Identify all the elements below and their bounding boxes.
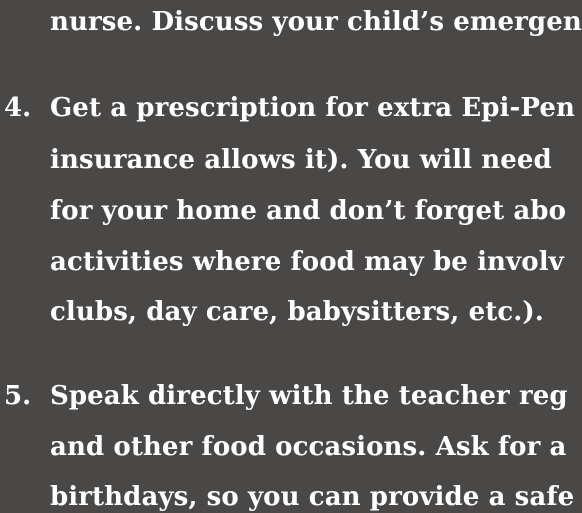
item-4-number: 4. [4, 93, 32, 123]
item-5-line-3: birthdays, so you can provide a safe [50, 482, 575, 512]
item-3-line-1: nurse. Discuss your child’s emergen [50, 7, 582, 37]
item-4-line-1: Get a prescription for extra Epi-Pen [50, 93, 576, 123]
item-5-line-2: and other food occasions. Ask for a [50, 432, 567, 462]
item-5-line-1: Speak directly with the teacher reg [50, 381, 568, 411]
item-4-line-4: activities where food may be involv [50, 247, 564, 277]
item-4-line-5: clubs, day care, babysitters, etc.). [50, 297, 544, 327]
item-4-line-2: insurance allows it). You will need [50, 145, 552, 175]
item-5-number: 5. [4, 381, 32, 411]
item-4-line-3: for your home and don’t forget abo [50, 196, 567, 226]
